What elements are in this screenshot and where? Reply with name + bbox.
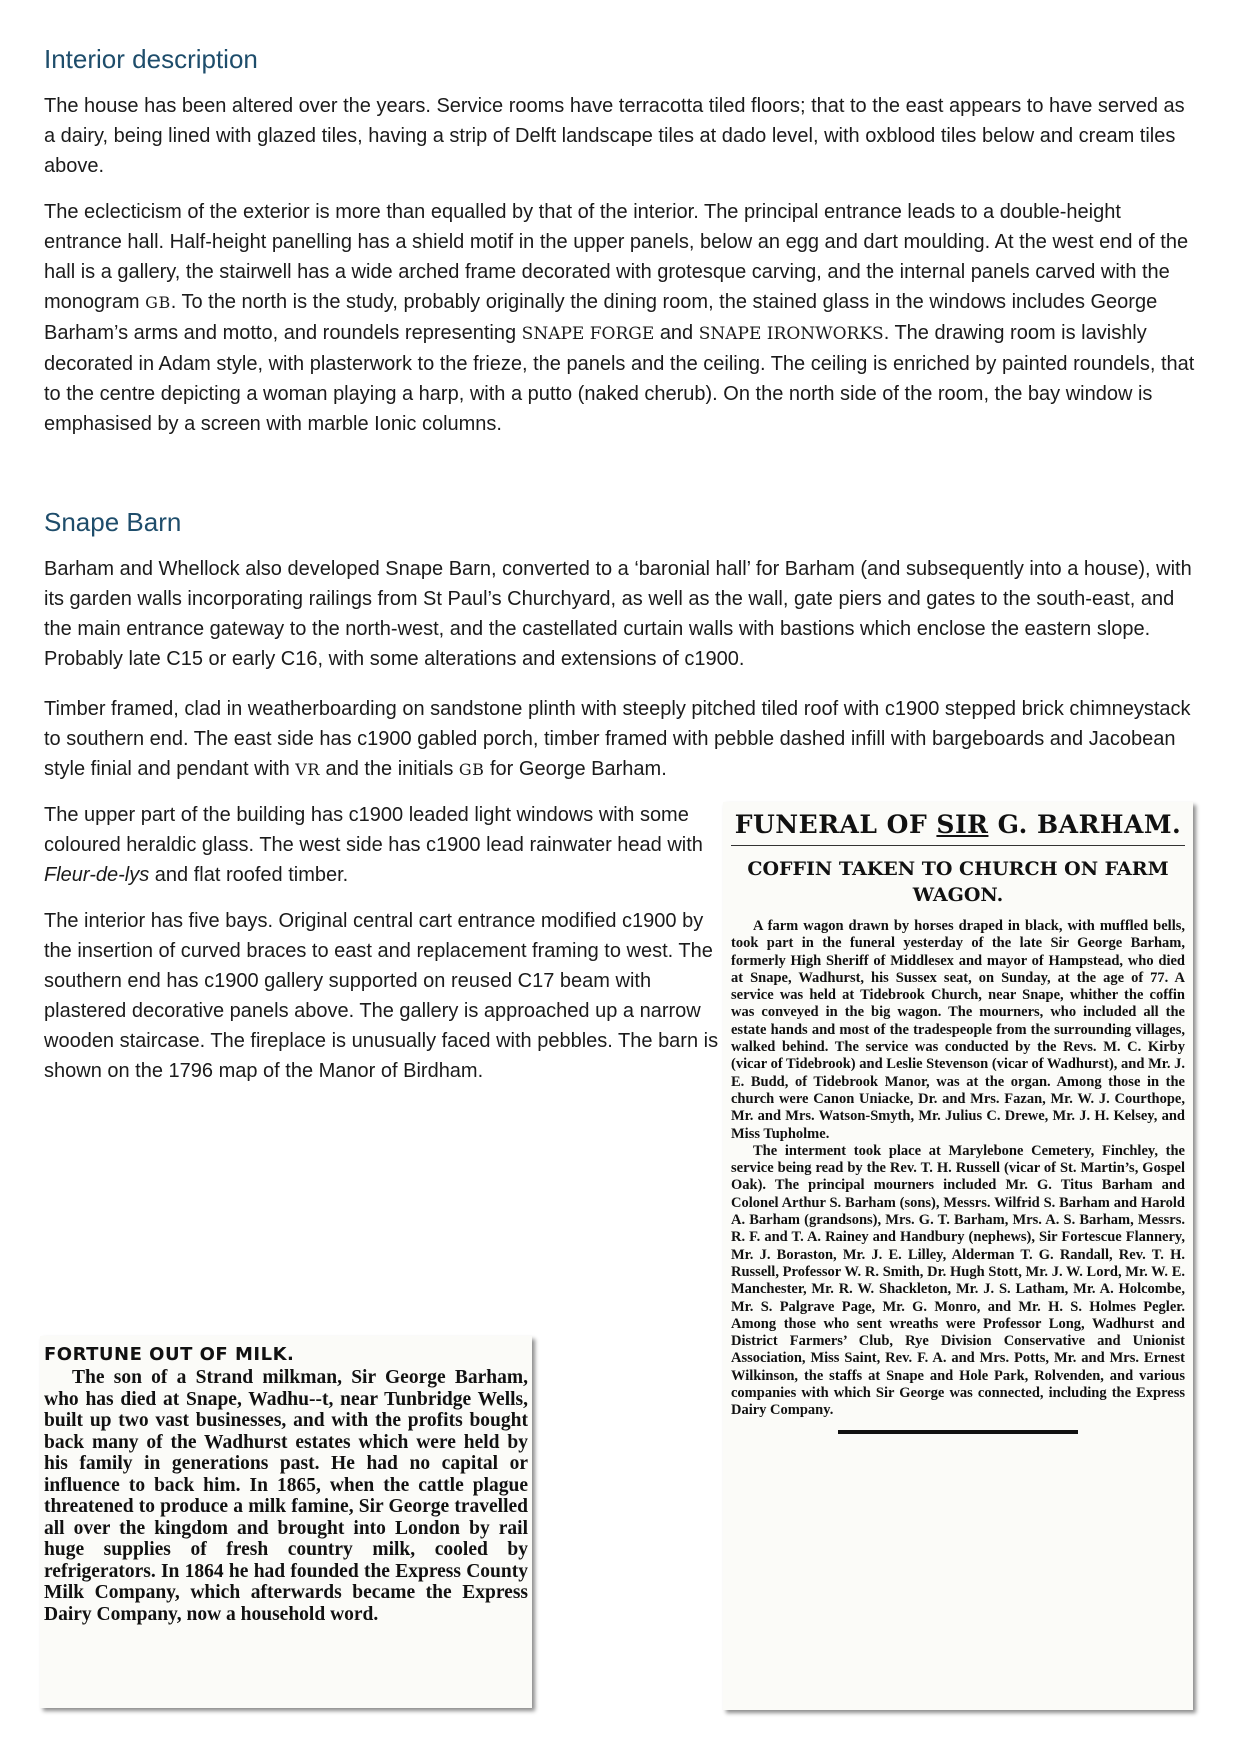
barn-p3-text-b: and flat roofed timber.	[154, 864, 349, 886]
funeral-headline-part-a: FUNERAL OF	[734, 810, 928, 839]
snape-forge-label: SNAPE FORGE	[521, 324, 655, 344]
initials-gb: GB	[458, 760, 485, 779]
monogram-gb: GB	[145, 293, 171, 312]
barn-paragraph-2	[44, 694, 1196, 785]
funeral-headline-part-b: SIR	[936, 810, 989, 839]
fleur-de-lys-italic: Fleur-de-lys	[44, 864, 150, 886]
barn-p2-text-c: for George Barham.	[490, 758, 667, 780]
interior-paragraph-1: The house has been altered over the years. Service rooms have terracotta tiled floors; that to the east appears to have served as a dairy, being lined with glazed tiles, having a strip of Delft landscape tiles at dado level, with oxblood tiles below and cream tiles above.	[44, 95, 1185, 177]
funeral-divider	[731, 845, 1185, 846]
fortune-newspaper-clipping	[40, 1336, 532, 1708]
funeral-headline	[731, 810, 1185, 839]
funeral-headline-part-c: G. BARHAM.	[997, 810, 1182, 839]
interior-p2-text-a: The eclecticism of the exterior is more than equalled by that of the interior. The principal entrance leads to a double-height entrance hall. Half-height panelling has a shield motif in the upper panels, below an egg and dart moulding. At the west end of the hall is a gallery, the stairwell has a wide arched frame decorated with grotesque carving, and the internal panels carved with the monogram	[44, 201, 1189, 313]
monogram-vr: VR	[295, 760, 320, 779]
interior-p2-text-d: . The drawing room is lavishly decorated in Adam style, with plasterwork to the frieze, the panels and the ceiling. The ceiling is enriched by painted roundels, that to the centre depicting a woman playing a harp, with a putto (naked cherub). On the north side of the room, the bay window is emphasised by a screen with marble Ionic columns.	[44, 322, 1195, 435]
barn-p2-text-a: Timber framed, clad in weatherboarding on sandstone plinth with steeply pitched tiled roof with c1900 stepped brick chimneystack to southern end. The east side has c1900 gabled porch, timber framed with pebble dashed infill with bargeboards and Jacobean style finial and pendant with	[44, 698, 1191, 780]
snape-ironworks-label: SNAPE IRONWORKS	[698, 324, 884, 344]
barn-paragraph-3	[44, 800, 724, 890]
interior-heading: Interior description	[44, 44, 258, 74]
funeral-subheadline: COFFIN TAKEN TO CHURCH ON FARM WAGON.	[747, 858, 1169, 906]
fortune-paragraph: The son of a Strand milkman, Sir George Barham, who has died at Snape, Wadhu--t, near Tunbridge Wells, built up two vast businesses, and with the profits bought back many of the Wadhurst estates which were held by his family in generations past. He had no capital or influence to back him. In 1865, when the cattle plague threatened to produce a milk famine, Sir George travelled all over the kingdom and brought into London by rail huge supplies of fresh country milk, cooled by refrigerators. In 1864 he had founded the Express County Milk Company, which afterwards became the Express Dairy Company, now a household word.	[44, 1367, 528, 1625]
fortune-headline: FORTUNE OUT OF MILK.	[44, 1344, 295, 1365]
barn-p3-text-a: The upper part of the building has c1900 leaded light windows with some coloured heraldic glass. The west side has c1900 lead rainwater head with	[44, 804, 703, 856]
barn-paragraph-1: Barham and Whellock also developed Snape Barn, converted to a ‘baronial hall’ for Barham (and subsequently into a house), with its garden walls incorporating railings from St Paul’s Churchyard, as well as the wall, gate piers and gates to the south-east, and the main entrance gateway to the north-west, and the castellated curtain walls with bastions which enclose the eastern slope. Probably late C15 or early C16, with some alterations and extensions of c1900.	[44, 558, 1192, 670]
interior-p2-text-b: . To the north is the study, probably originally the dining room, the stained glass in the windows includes George Barham’s arms and motto, and roundels representing	[44, 291, 1158, 344]
funeral-paragraph-1: A farm wagon drawn by horses draped in black, with muffled bells, took part in the funeral yesterday of the late Sir George Barham, formerly High Sheriff of Middlesex and mayor of Hampstead, who died at Snape, Wadhurst, his Sussex seat, on Sunday, at the age of 77. A service was held at Tidebrook Church, near Snape, whither the coffin was conveyed in the big wagon. The mourners, who included all the estate hands and most of the tradespeople from the surrounding villages, walked behind. The service was conducted by the Revs. M. C. Kirby (vicar of Tidebrook) and Leslie Stevenson (vicar of Wadhurst), and Mr. J. E. Budd, of Tidebrook Manor, was at the organ. Among those in the church were Canon Uniacke, Dr. and Mrs. Fazan, Mr. W. J. Courthope, Mr. and Mrs. Watson-Smyth, Mr. Julius C. Drewe, Mr. J. H. Kelsey, and Miss Tupholme.	[731, 918, 1185, 1142]
interior-p2-text-c: and	[659, 322, 694, 344]
funeral-paragraph-2: The interment took place at Marylebone Cemetery, Finchley, the service being read by the Rev. T. H. Russell (vicar of St. Martin’s, Gospel Oak). The principal mourners included Mr. G. Titus Barham and Colonel Arthur S. Barham (sons), Messrs. Wilfrid S. Barham and Harold A. Barham (grandsons), Mrs. G. T. Barham, Mrs. A. S. Barham, Messrs. R. F. and T. A. Rainey and Handbury (nephews), Sir Fortescue Flannery, Mr. J. Boraston, Mr. J. E. Lilley, Alderman T. G. Randall, Rev. T. H. Russell, Professor W. R. Smith, Dr. Hugh Stott, Mr. J. W. Lord, Mr. W. E. Manchester, Mr. R. W. Shackleton, Mr. J. S. Latham, Mr. A. Holcombe, Mr. S. Palgrave Page, Mr. G. Monro, and Mr. H. S. Holmes Pegler. Among those who sent wreaths were Professor Long, Wadhurst and District Farmers’ Club, Rye Division Conservative and Unionist Association, Miss Saint, Rev. F. A. and Mrs. Potts, Mr. and Mrs. Ernest Wilkinson, the staffs at Snape and Hole Park, Rolvenden, and various companies with which Sir George was connected, including the Express Dairy Company.	[731, 1142, 1185, 1419]
interior-paragraph-2	[44, 197, 1196, 439]
funeral-end-rule	[838, 1430, 1078, 1434]
snape-barn-heading: Snape Barn	[44, 507, 182, 537]
barn-paragraph-4: The interior has five bays. Original central cart entrance modified c1900 by the insertion of curved braces to east and replacement framing to west. The southern end has c1900 gallery supported on reused C17 beam with plastered decorative panels above. The gallery is approached up a narrow wooden staircase. The fireplace is unusually faced with pebbles. The barn is shown on the 1796 map of the Manor of Birdham.	[44, 910, 719, 1082]
funeral-newspaper-clipping	[723, 802, 1193, 1710]
barn-p2-text-b: and the initials	[325, 758, 454, 780]
